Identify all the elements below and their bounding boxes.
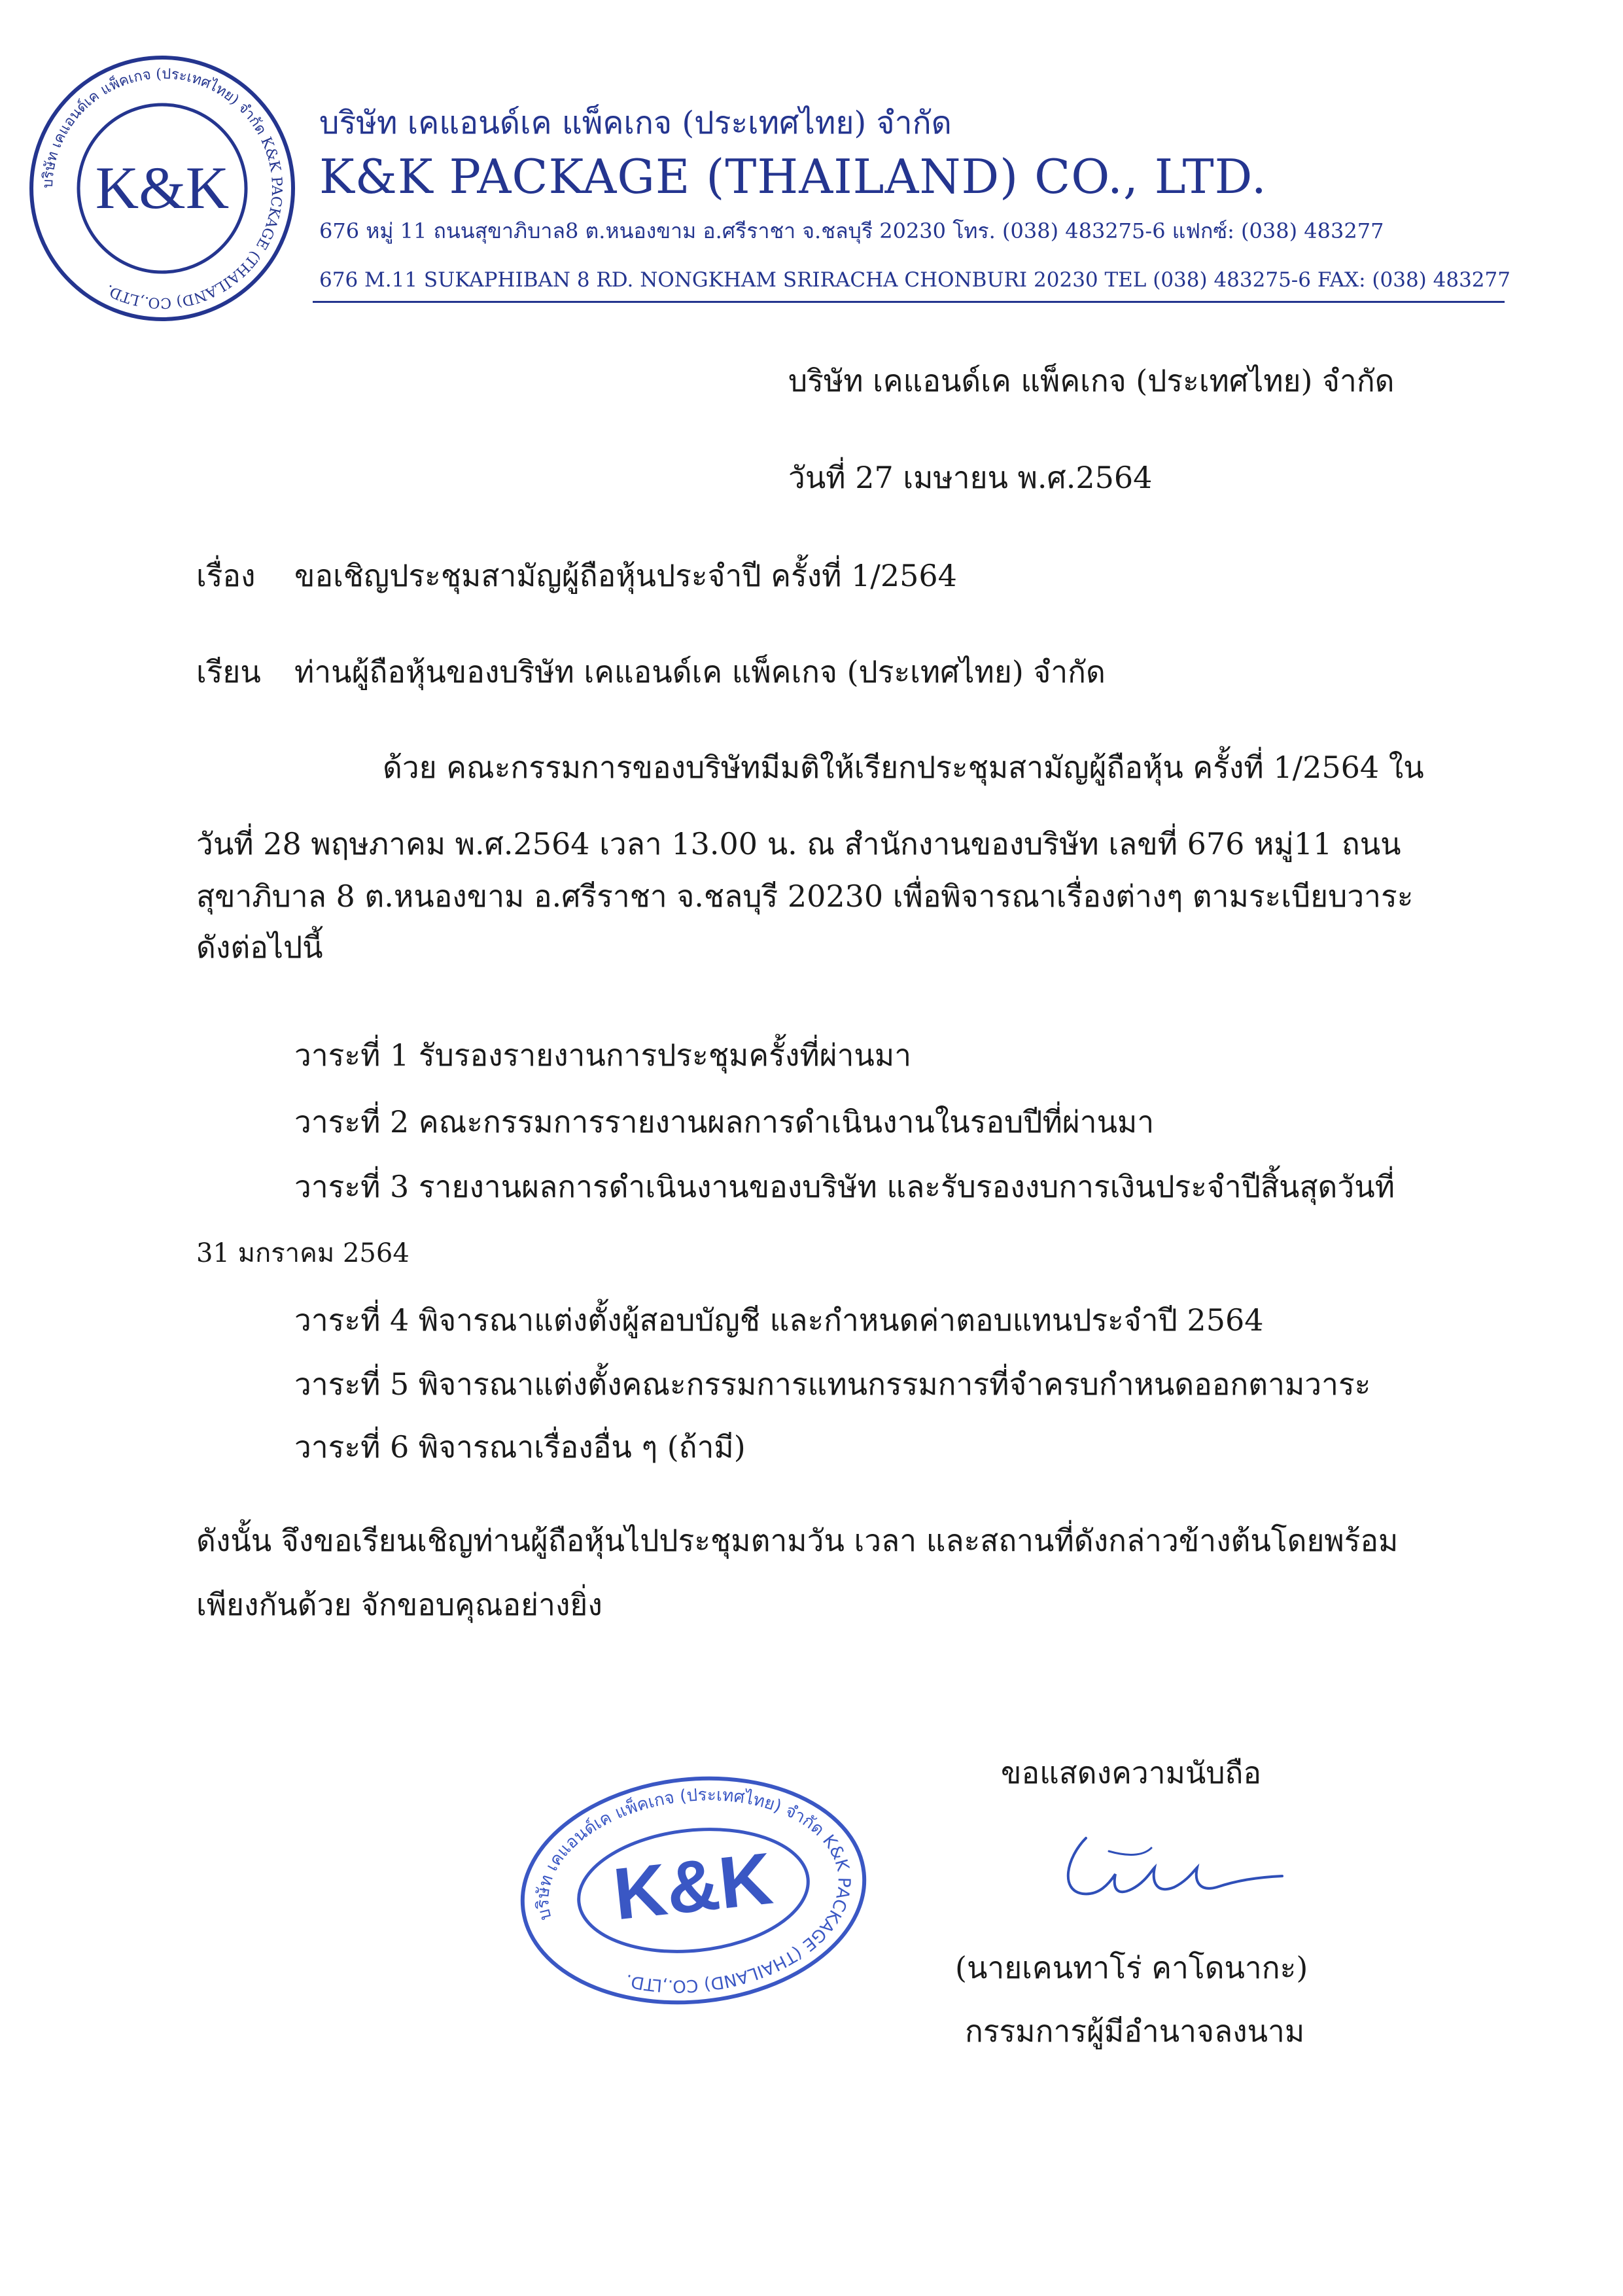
paragraph-line: ด้วย คณะกรรมการของบริษัทมีมติให้เรียกประชุมสามัญผู้ถือหุ้น ครั้งที่ 1/2564 ใน bbox=[383, 750, 1424, 785]
letterhead-address-th: 676 หมู่ 11 ถนนสุขาภิบาล8 ต.หนองขาม อ.ศรีราชา จ.ชลบุรี 20230 โทร. (038) 483275-6 แฟกซ์: (038) 483277 bbox=[319, 218, 1384, 243]
subject-label: เรื่อง bbox=[196, 558, 256, 593]
stamp-mark: K&K bbox=[610, 1837, 777, 1936]
letter-date: วันที่ 27 เมษายน พ.ศ.2564 bbox=[788, 460, 1153, 495]
letterhead-company-en: K&K PACKAGE (THAILAND) CO., LTD. bbox=[319, 149, 1267, 204]
agenda-item: วาระที่ 6 พิจารณาเรื่องอื่น ๆ (ถ้ามี) bbox=[294, 1429, 746, 1465]
agenda-item: วาระที่ 1 รับรองรายงานการประชุมครั้งที่ผ่านมา bbox=[294, 1037, 912, 1073]
letterhead-company-th: บริษัท เคแอนด์เค แพ็คเกจ (ประเทศไทย) จำกัด bbox=[319, 105, 952, 141]
company-logo bbox=[25, 51, 300, 326]
logo-ring-text: บริษัท เคแอนด์เค แพ็คเกจ (ประเทศไทย) จำกัด K&K PACKAGE (THAILAND) CO.,LTD. bbox=[39, 65, 285, 311]
letterhead-divider bbox=[313, 301, 1505, 303]
closing-paragraph-line: ดังนั้น จึงขอเรียนเชิญท่านผู้ถือหุ้นไปประชุมตามวัน เวลา และสถานที่ดังกล่าวข้างต้นโดยพร้อม bbox=[196, 1523, 1399, 1558]
signer-name: (นายเคนทาโร่ คาโดนากะ) bbox=[955, 1950, 1308, 1985]
agenda-item: วาระที่ 2 คณะกรรมการรายงานผลการดำเนินงานในรอบปีที่ผ่านมา bbox=[294, 1104, 1155, 1139]
paragraph-line: วันที่ 28 พฤษภาคม พ.ศ.2564 เวลา 13.00 น. ณ สำนักงานของบริษัท เลขที่ 676 หมู่11 ถนน bbox=[196, 826, 1401, 861]
closing-paragraph-line: เพียงกันด้วย จักขอบคุณอย่างยิ่ง bbox=[196, 1587, 602, 1622]
agenda-item-continuation: 31 มกราคม 2564 bbox=[196, 1238, 410, 1268]
signature bbox=[1047, 1812, 1295, 1923]
agenda-item: วาระที่ 3 รายงานผลการดำเนินงานของบริษัท และรับรองงบการเงินประจำปีสิ้นสุดวันที่ bbox=[294, 1169, 1395, 1204]
letter-company: บริษัท เคแอนด์เค แพ็คเกจ (ประเทศไทย) จำกัด bbox=[788, 363, 1395, 398]
recipient-label: เรียน bbox=[196, 654, 261, 689]
agenda-item: วาระที่ 4 พิจารณาแต่งตั้งผู้สอบบัญชี และกำหนดค่าตอบแทนประจำปี 2564 bbox=[294, 1302, 1264, 1338]
stamp-ring-text: บริษัท เคแอนด์เค แพ็คเกจ (ประเทศไทย) จำกัด K&K PACKAGE (THAILAND) CO.,LTD. bbox=[533, 1785, 854, 1996]
recipient-text: ท่านผู้ถือหุ้นของบริษัท เคแอนด์เค แพ็คเกจ (ประเทศไทย) จำกัด bbox=[294, 654, 1106, 689]
agenda-item: วาระที่ 5 พิจารณาแต่งตั้งคณะกรรมการแทนกรรมการที่จำครบกำหนดออกตามวาระ bbox=[294, 1366, 1371, 1402]
signer-role: กรรมการผู้มีอำนาจลงนาม bbox=[965, 2013, 1305, 2049]
paragraph-line: ดังต่อไปนี้ bbox=[196, 930, 323, 965]
company-stamp bbox=[510, 1766, 877, 2015]
paragraph-line: สุขาภิบาล 8 ต.หนองขาม อ.ศรีราชา จ.ชลบุรี 20230 เพื่อพิจารณาเรื่องต่างๆ ตามระเบียบวาระ bbox=[196, 878, 1414, 914]
letterhead-address-en: 676 M.11 SUKAPHIBAN 8 RD. NONGKHAM SRIRACHA CHONBURI 20230 TEL (038) 483275-6 FAX: (038) 483277 bbox=[319, 268, 1510, 292]
sign-off: ขอแสดงความนับถือ bbox=[1001, 1755, 1262, 1790]
subject-text: ขอเชิญประชุมสามัญผู้ถือหุ้นประจำปี ครั้งที่ 1/2564 bbox=[294, 558, 957, 593]
logo-mark: K&K bbox=[95, 154, 230, 221]
